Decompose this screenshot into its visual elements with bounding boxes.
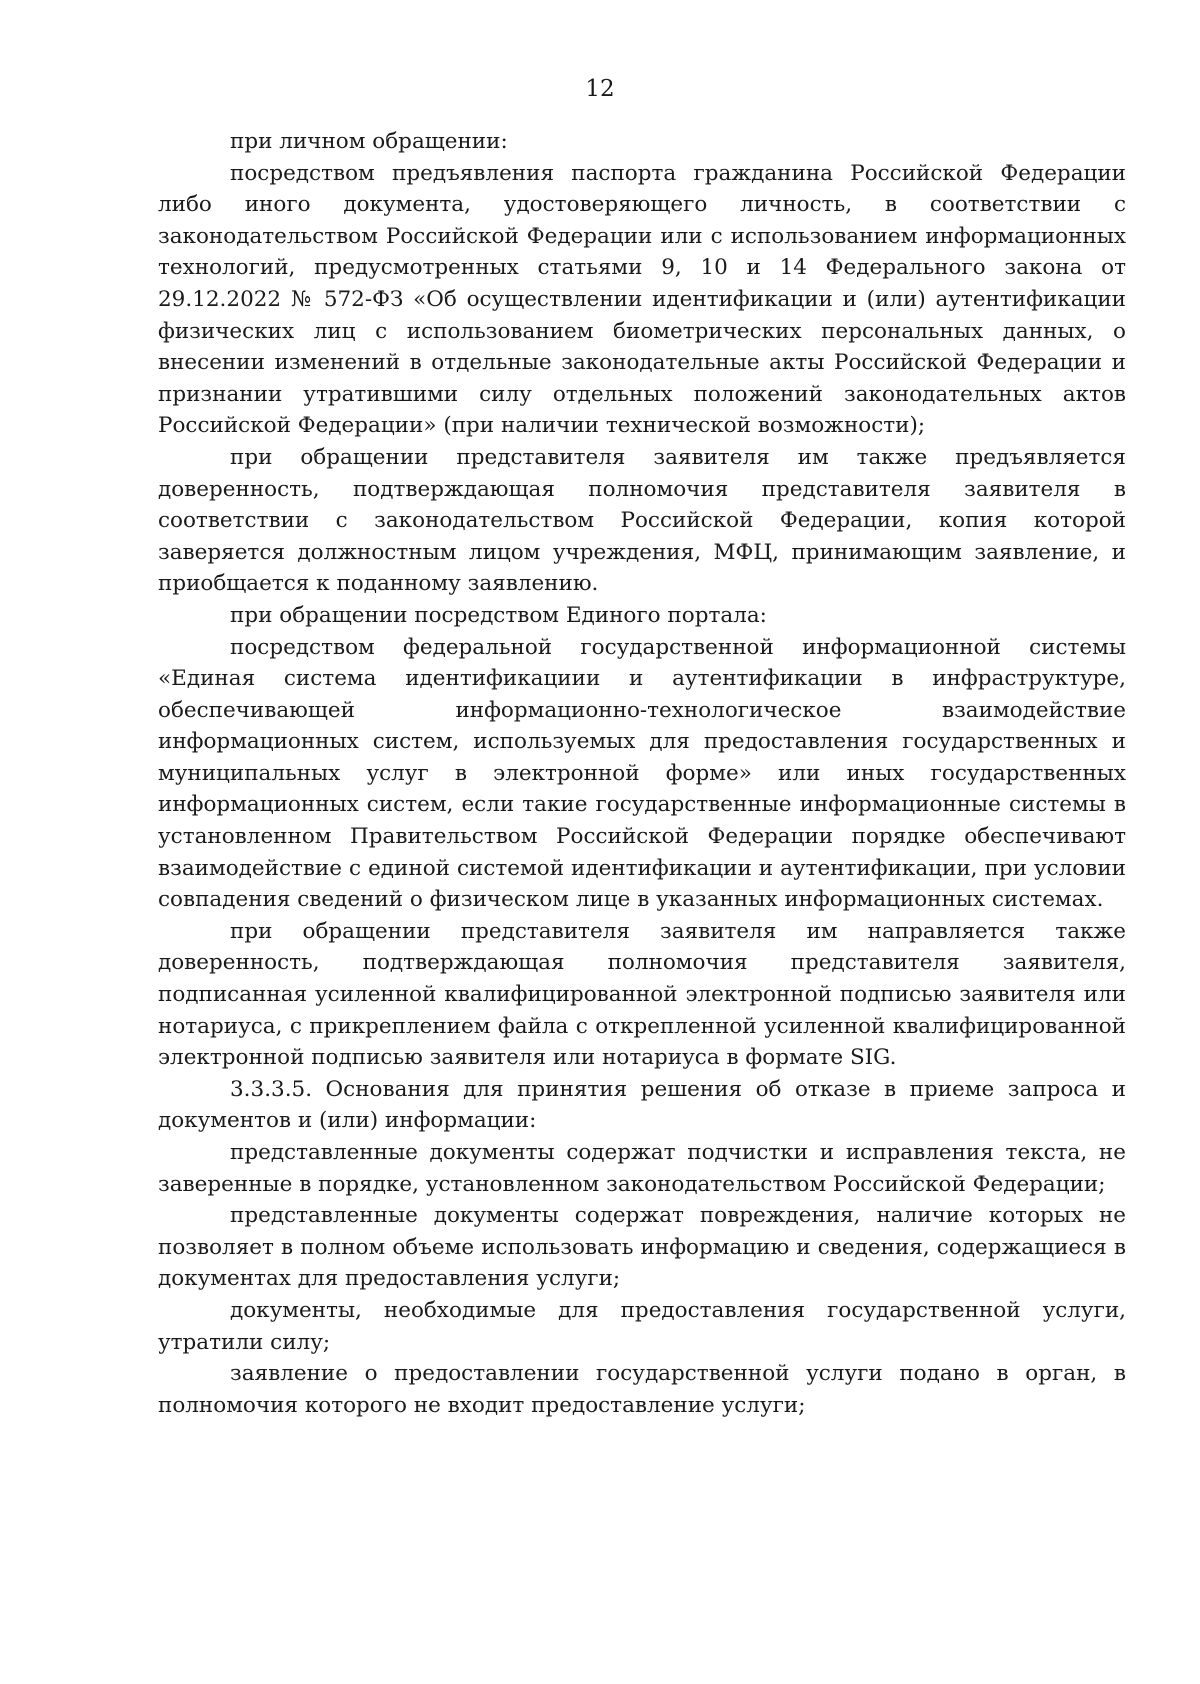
document-body <box>158 126 1126 1421</box>
paragraph: при личном обращении: <box>230 129 508 154</box>
paragraph: представленные документы содержат подчистки и исправления текста, не заверенные в порядке, установленном законодательством Российской Федерации; <box>158 1140 1126 1197</box>
paragraph: при обращении представителя заявителя им также предъявляется доверенность, подтверждающая полномочия представителя заявителя в соответствии с законодательством Российской Федерации, копия которой заверяется должностным лицом учреждения, МФЦ, принимающим заявление, и приобщается к поданному заявлению. <box>158 444 1126 597</box>
paragraph: посредством предъявления паспорта гражданина Российской Федерации либо иного документа, удостоверяющего личность, в соответствии с законодательством Российской Федерации или с использованием информационных технологий, предусмотренных статьями 9, 10 и 14 Федерального закона от 29.12.2022 № 572-ФЗ «Об осуществлении идентификации и (или) аутентификации физических лиц с использованием биометрических персональных данных, о внесении изменений в отдельные законодательные акты Российской Федерации и признании утратившими силу отдельных положений законодательных актов Российской Федерации» (при наличии технической возможности); <box>158 160 1126 439</box>
paragraph: при обращении посредством Единого портала: <box>230 602 767 628</box>
paragraph: посредством федеральной государственной информационной системы «Единая система идентификациии и аутентификации в инфраструктуре, обеспечивающей информационно-технологическое взаимодействие информационных систем, используемых для предоставления государственных и муниципальных услуг в электронной форме» или иных государственных информационных систем, если такие государственные информационные системы в установленном Правительством Российской Федерации порядке обеспечивают взаимодействие с единой системой идентификации и аутентификации, при условии совпадения сведений о физическом лице в указанных информационных системах. <box>158 634 1126 913</box>
paragraph: заявление о предоставлении государственной услуги подано в орган, в полномочия которого не входит предоставление услуги; <box>158 1361 1126 1418</box>
paragraph: документы, необходимые для предоставления государственной услуги, утратили силу; <box>158 1297 1126 1355</box>
paragraph: при обращении представителя заявителя им направляется также доверенность, подтверждающая полномочия представителя заявителя, подписанная усиленной квалифицированной электронной подписью заявителя или нотариуса, с прикреплением файла с открепленной усиленной квалифицированной электронной подписью заявителя или нотариуса в формате SIG. <box>158 918 1126 1071</box>
paragraph: 3.3.3.5. Основания для принятия решения об отказе в приеме запроса и документов и (или) информации: <box>158 1076 1126 1134</box>
page-number: 12 <box>585 76 615 102</box>
paragraph: представленные документы содержат повреждения, наличие которых не позволяет в полном объеме использовать информацию и сведения, содержащиеся в документах для предоставления услуги; <box>158 1203 1126 1292</box>
